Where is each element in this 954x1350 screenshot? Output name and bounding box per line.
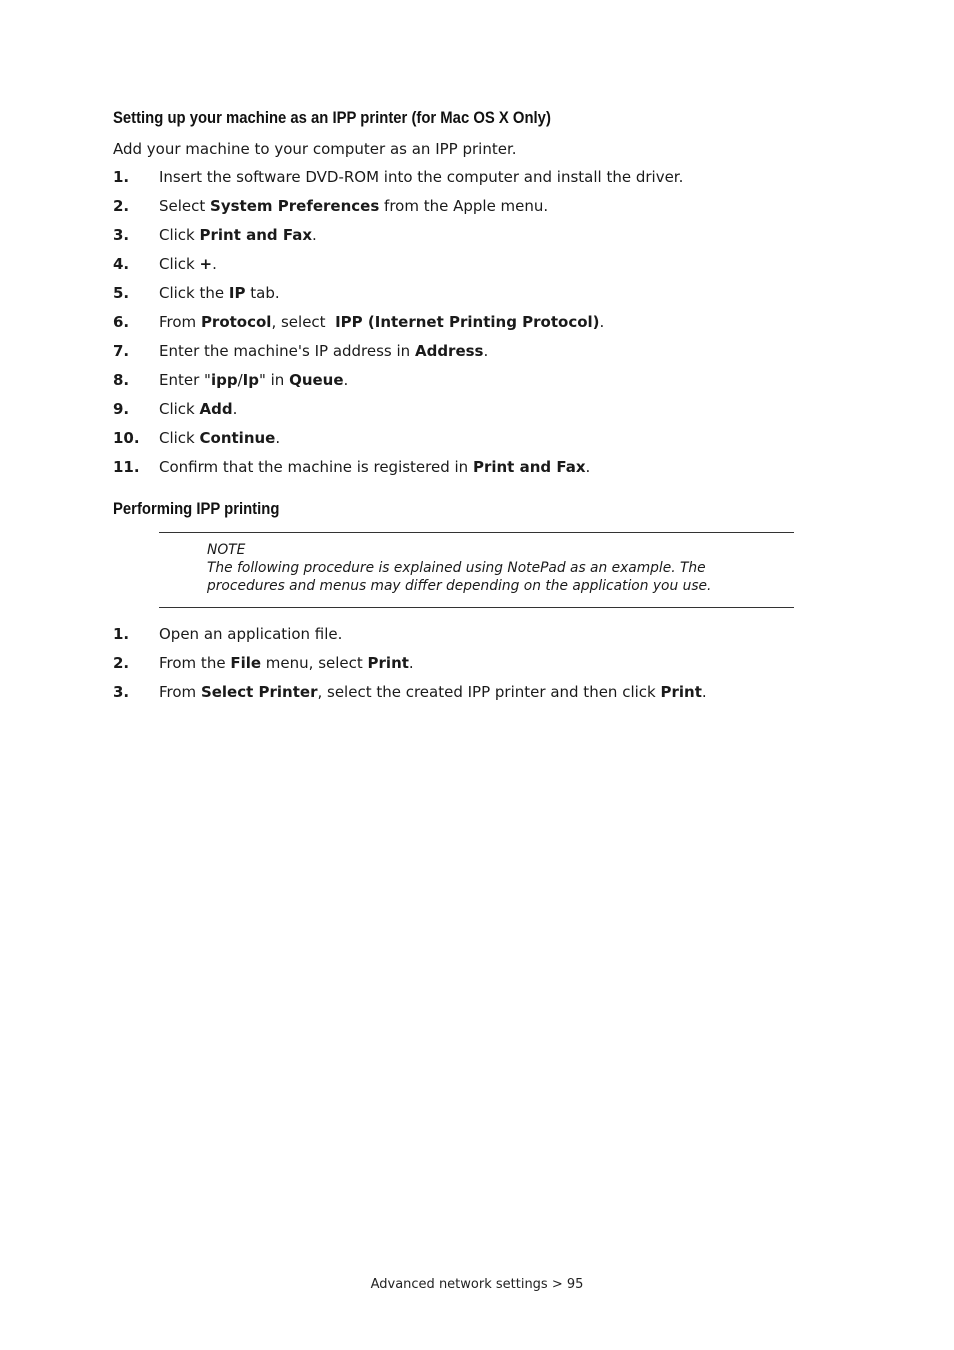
step-number: 6. xyxy=(113,313,130,331)
list-item xyxy=(113,286,813,315)
step-text: Click Add. xyxy=(159,400,238,418)
note-line: procedures and menus may differ depending on the application you use. xyxy=(207,578,712,594)
step-number: 9. xyxy=(113,400,130,418)
step-text: Click Continue. xyxy=(159,429,281,447)
list-item xyxy=(113,228,813,257)
setup-steps-list xyxy=(113,170,813,489)
section-title-ipp-printing: Performing IPP printing xyxy=(113,500,280,518)
list-item xyxy=(113,627,813,656)
step-text: Select System Preferences from the Apple menu. xyxy=(159,197,549,215)
step-number: 7. xyxy=(113,342,130,360)
step-text: From the File menu, select Print. xyxy=(159,654,414,672)
step-text: Click +. xyxy=(159,255,217,273)
step-number: 1. xyxy=(113,168,130,186)
note-label: NOTE xyxy=(207,542,246,558)
list-item xyxy=(113,199,813,228)
list-item xyxy=(113,431,813,460)
list-item xyxy=(113,402,813,431)
step-text: Enter the machine's IP address in Address. xyxy=(159,342,489,360)
step-text: Click Print and Fax. xyxy=(159,226,317,244)
step-text: From Protocol, select IPP (Internet Printing Protocol). xyxy=(159,313,605,331)
printing-steps-list xyxy=(113,627,813,714)
step-number: 1. xyxy=(113,625,130,643)
list-item xyxy=(113,656,813,685)
step-text: Confirm that the machine is registered in Print and Fax. xyxy=(159,458,591,476)
step-text: From Select Printer, select the created IPP printer and then click Print. xyxy=(159,683,707,701)
list-item xyxy=(113,373,813,402)
list-item xyxy=(113,315,813,344)
list-item xyxy=(113,685,813,714)
step-number: 4. xyxy=(113,255,130,273)
page-footer: Advanced network settings > 95 xyxy=(370,1277,584,1292)
list-item xyxy=(113,170,813,199)
step-number: 5. xyxy=(113,284,130,302)
intro-text: Add your machine to your computer as an IPP printer. xyxy=(113,140,517,158)
step-number: 10. xyxy=(113,429,140,447)
list-item xyxy=(113,257,813,286)
step-number: 3. xyxy=(113,683,130,701)
step-text: Open an application file. xyxy=(159,625,343,643)
section-title-ipp-setup: Setting up your machine as an IPP printer (for Mac OS X Only) xyxy=(113,109,551,127)
step-number: 8. xyxy=(113,371,130,389)
step-text: Enter "ipp/Ip" in Queue. xyxy=(159,371,349,389)
note-box xyxy=(207,541,797,595)
note-line: The following procedure is explained using NotePad as an example. The xyxy=(207,560,706,576)
note-top-rule xyxy=(159,532,794,533)
step-number: 3. xyxy=(113,226,130,244)
list-item xyxy=(113,460,813,489)
note-bottom-rule xyxy=(159,607,794,608)
step-number: 2. xyxy=(113,654,130,672)
step-number: 2. xyxy=(113,197,130,215)
step-text: Insert the software DVD-ROM into the computer and install the driver. xyxy=(159,168,684,186)
list-item xyxy=(113,344,813,373)
step-number: 11. xyxy=(113,458,140,476)
step-text: Click the IP tab. xyxy=(159,284,280,302)
